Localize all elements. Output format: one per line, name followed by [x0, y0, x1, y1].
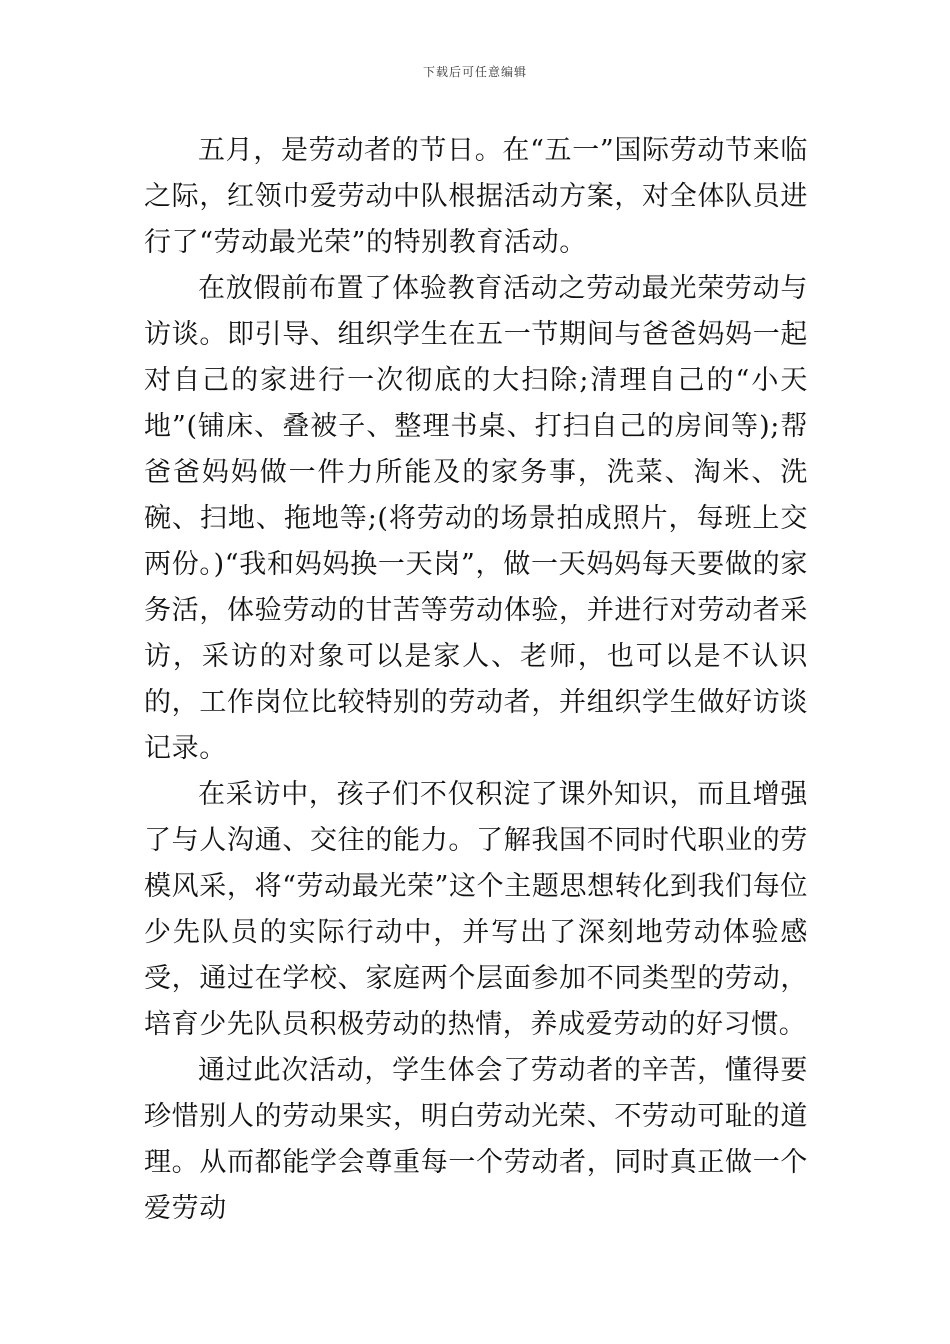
page-header-note: 下载后可任意编辑: [422, 65, 527, 79]
document-body: [144, 128, 808, 1232]
paragraph-2: 在放假前布置了体验教育活动之劳动最光荣劳动与访谈。即引导、组织学生在五一节期间与爸爸妈妈一起对自己的家进行一次彻底的大扫除;清理自己的“小天地”(铺床、叠被子、整理书桌、打扫自己的房间等);帮爸爸妈妈做一件力所能及的家务事，洗菜、淘米、洗碗、扫地、拖地等;(将劳动的场景拍成照片，每班上交两份。)“我和妈妈换一天岗”，做一天妈妈每天要做的家务活，体验劳动的甘苦等劳动体验，并进行对劳动者采访，采访的对象可以是家人、老师，也可以是不认识的，工作岗位比较特别的劳动者，并组织学生做好访谈记录。: [144, 273, 808, 764]
paragraph-1: 五月，是劳动者的节日。在“五一”国际劳动节来临之际，红领巾爱劳动中队根据活动方案，对全体队员进行了“劳动最光荣”的特别教育活动。: [144, 135, 808, 258]
paragraph-3: 在采访中，孩子们不仅积淀了课外知识，而且增强了与人沟通、交往的能力。了解我国不同时代职业的劳模风采，将“劳动最光荣”这个主题思想转化到我们每位少先队员的实际行动中，并写出了深刻地劳动体验感受，通过在学校、家庭两个层面参加不同类型的劳动，培育少先队员积极劳动的热情，养成爱劳动的好习惯。: [144, 779, 808, 1040]
paragraph-4: 通过此次活动，学生体会了劳动者的辛苦，懂得要珍惜别人的劳动果实，明白劳动光荣、不劳动可耻的道理。从而都能学会尊重每一个劳动者，同时真正做一个爱劳动: [144, 1055, 808, 1224]
